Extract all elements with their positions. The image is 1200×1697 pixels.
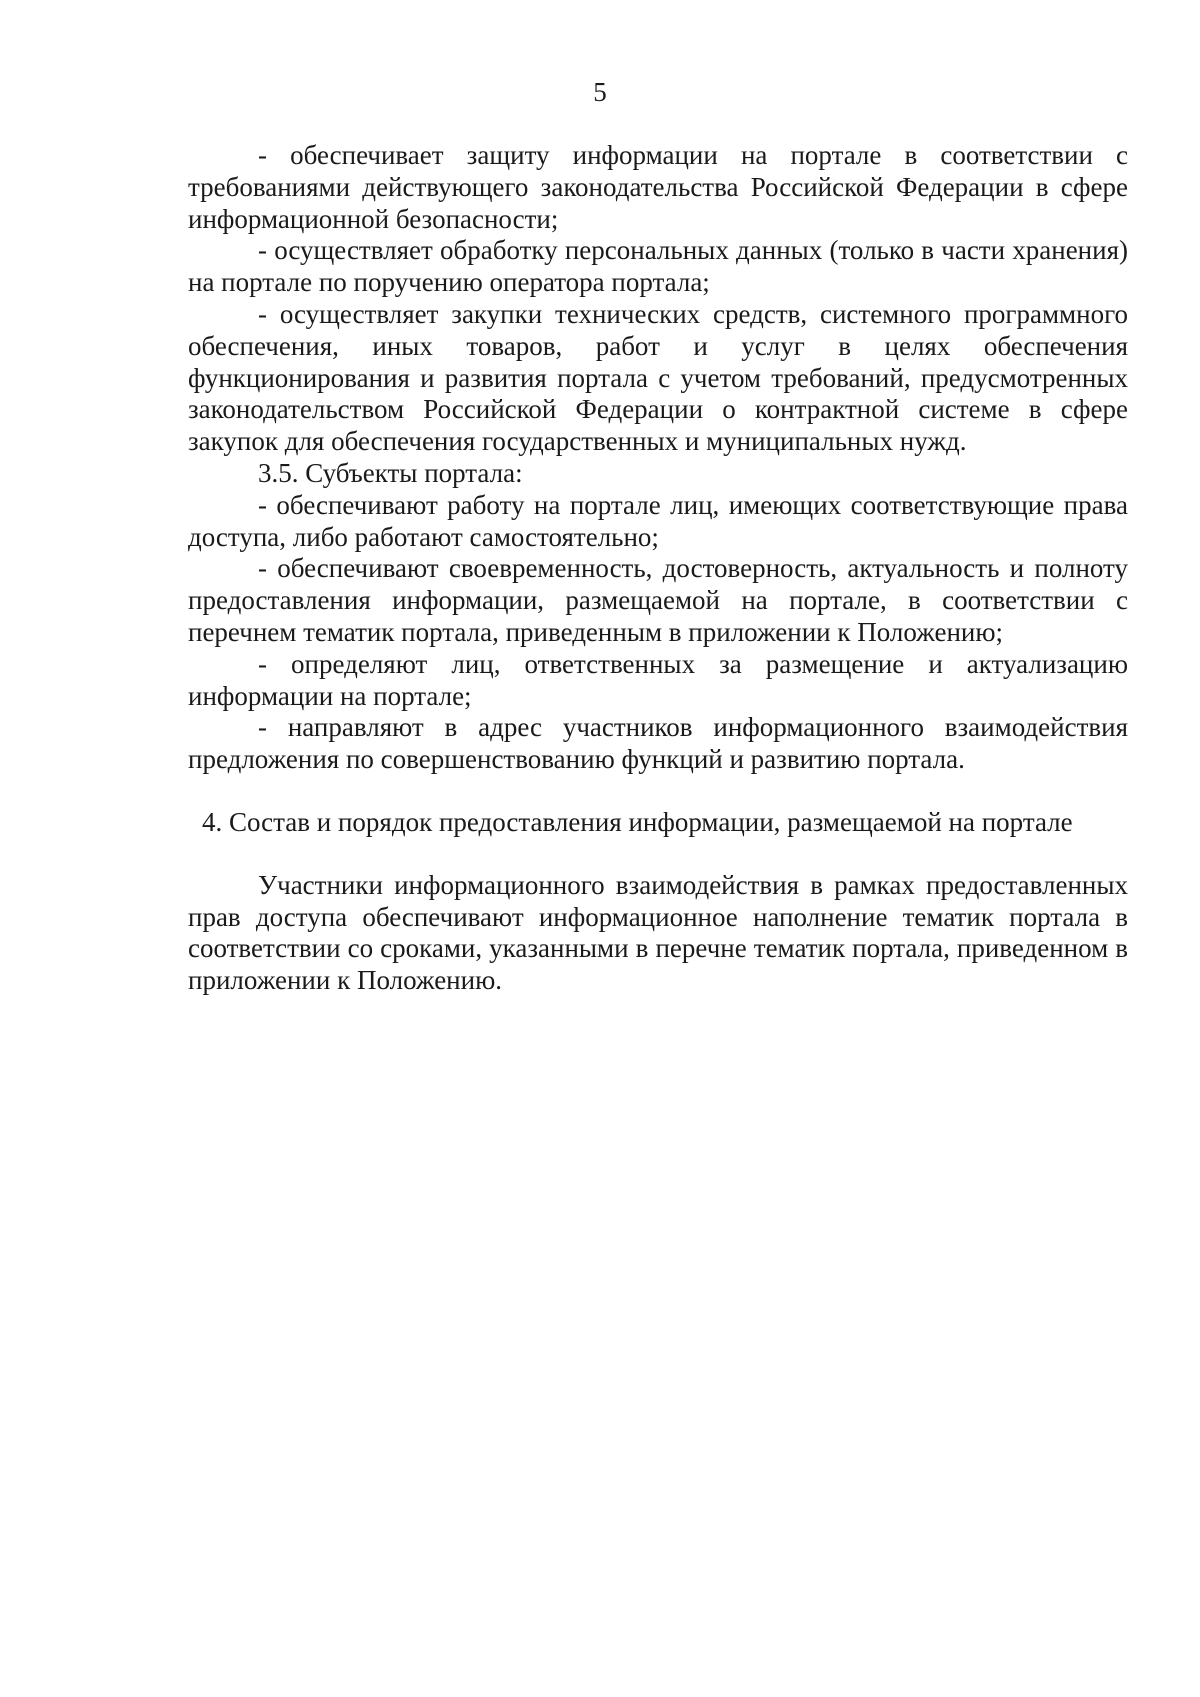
paragraph-proposals: - направляют в адрес участников информационного взаимодействия предложения по совершенствованию функций и развитию портала. <box>188 712 1128 775</box>
document-body <box>188 140 1128 997</box>
paragraph-participants: Участники информационного взаимодействия в рамках предоставленных прав доступа обеспечивают информационное наполнение тематик портала в соответствии со сроками, указанными в перечне тематик портала, приведенном в приложении к Положению. <box>188 869 1128 996</box>
paragraph-access-rights: - обеспечивают работу на портале лиц, имеющих соответствующие права доступа, либо работают самостоятельно; <box>188 489 1128 552</box>
paragraph-timeliness: - обеспечивают своевременность, достоверность, актуальность и полноту предоставления информации, размещаемой на портале, в соответствии с перечнем тематик портала, приведенным в приложении к Положению; <box>188 553 1128 647</box>
paragraph-subjects-heading: 3.5. Субъекты портала: <box>258 457 523 488</box>
page-number: 5 <box>593 77 607 107</box>
paragraph-personal-data: - осуществляет обработку персональных данных (только в части хранения) на портале по поручению оператора портала; <box>188 235 1128 298</box>
paragraph-responsible-persons: - определяют лиц, ответственных за размещение и актуализацию информации на портале; <box>188 648 1128 711</box>
paragraph-procurement: - осуществляет закупки технических средств, системного программного обеспечения, иных товаров, работ и услуг в целях обеспечения функционирования и развития портала с учетом требований, предусмотренных законодательством Российской Федерации о контрактной системе в сфере закупок для обеспечения государственных и муниципальных нужд. <box>188 298 1128 457</box>
paragraph-info-protection: - обеспечивает защиту информации на портале в соответствии с требованиями действующего законодательства Российской Федерации в сфере информационной безопасности; <box>188 140 1128 234</box>
section-heading: 4. Состав и порядок предоставления информации, размещаемой на портале <box>202 806 1073 837</box>
